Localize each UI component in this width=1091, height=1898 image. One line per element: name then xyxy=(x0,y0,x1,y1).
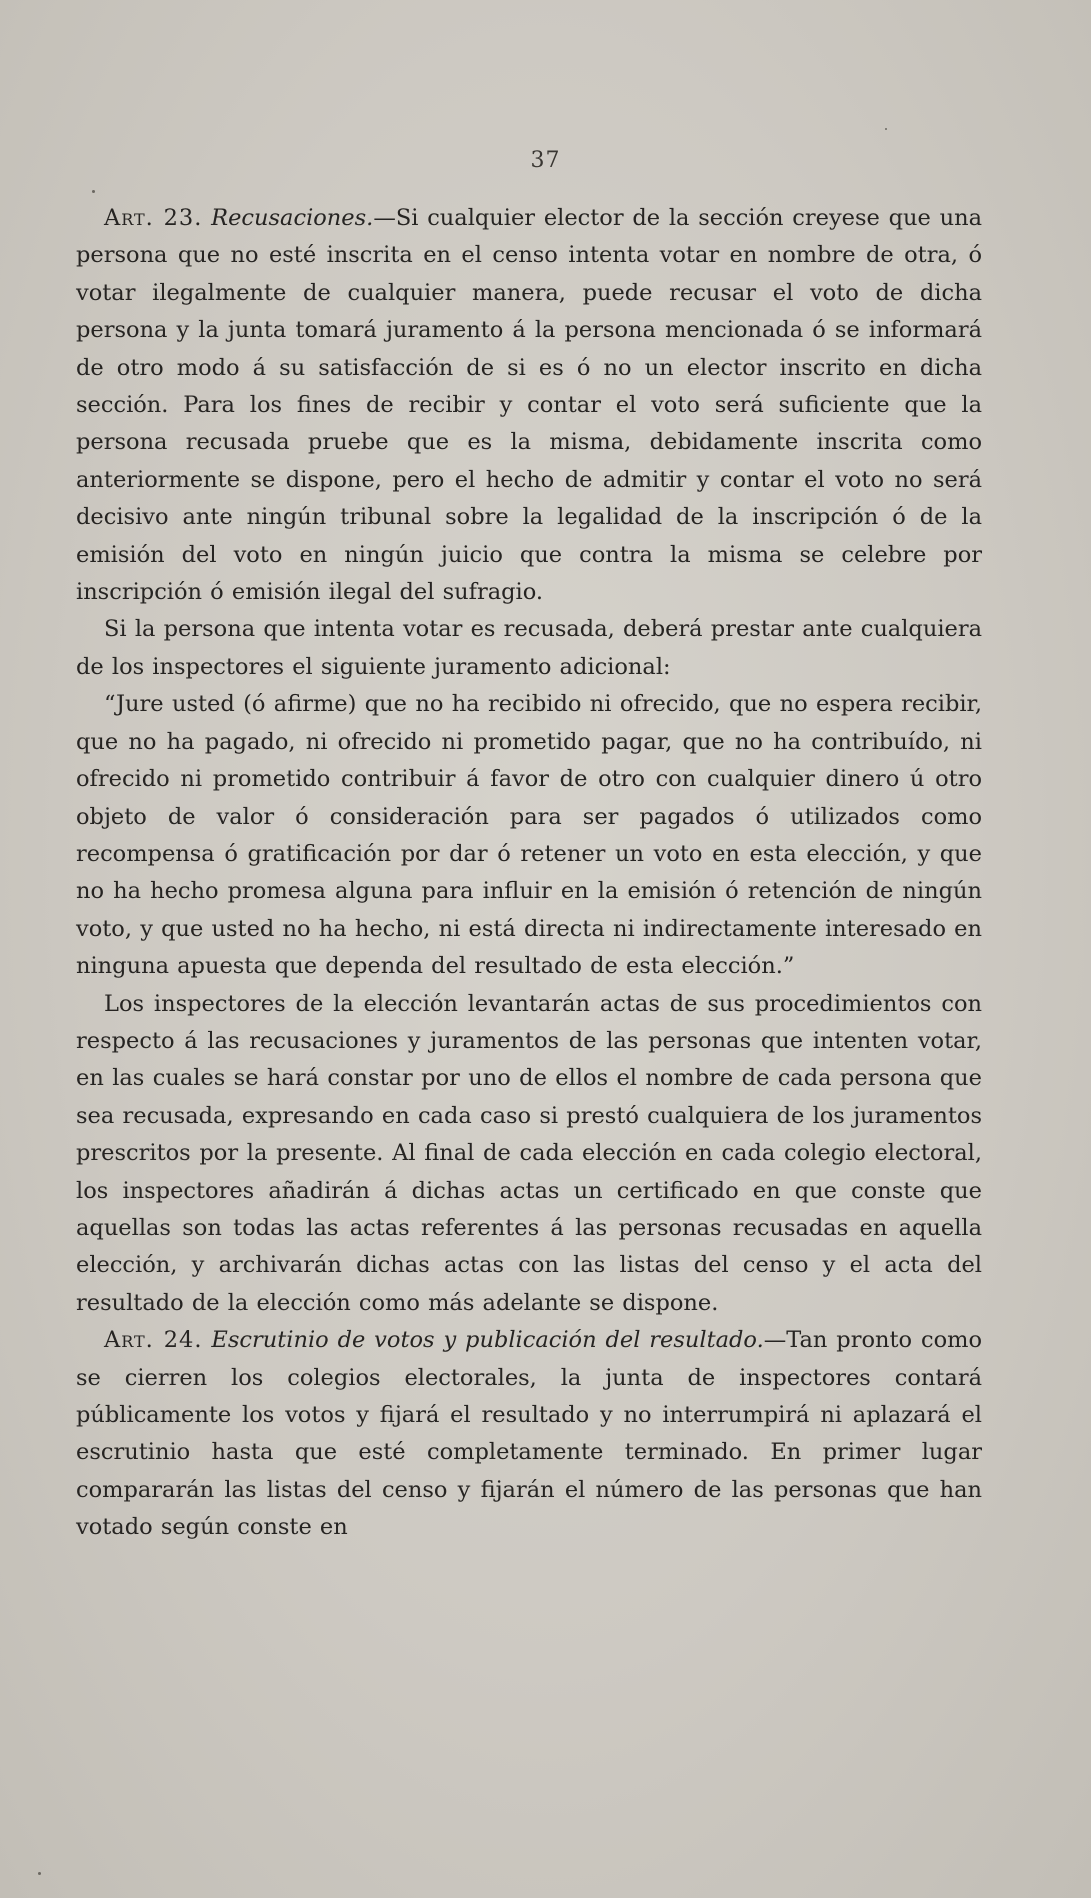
article-24-title: Escrutinio de votos y publicación del resultado. xyxy=(211,1327,764,1354)
article-24-label: Art. 24. xyxy=(104,1327,203,1354)
article-24-body: Tan pronto como se cierren los colegios electorales, la junta de inspectores contará públicamente los votos y fijará el resultado y no interrumpirá ni aplazará el escrutinio hasta que esté completamente terminado. En primer lugar compararán las listas del censo y fijarán el número de las personas que han votado según conste en xyxy=(76,1327,982,1541)
article-23-title: Recusaciones. xyxy=(211,205,374,231)
article-23-label: Art. 23. xyxy=(104,205,203,231)
article-24-dash: — xyxy=(763,1327,787,1354)
article-23-dash: — xyxy=(373,205,396,231)
scan-speck xyxy=(92,190,95,193)
scan-speck xyxy=(885,128,887,130)
article-23-paragraph xyxy=(76,200,982,611)
article-23-body: Si cualquier elector de la sección creyese que una persona que no esté inscrita en el censo intenta votar en nombre de otra, ó votar ilegalmente de cualquier manera, puede recusar el voto de dicha persona y la junta tomará juramento á la persona mencionada ó se informará de otro modo á su satisfacción de si es ó no un elector inscrito en dicha sección. Para los fines de recibir y contar el voto será suficiente que la persona recusada pruebe que es la misma, debidamente inscrita como anteriormente se dispone, pero el hecho de admitir y contar el voto no será decisivo ante ningún tribunal sobre la legalidad de la inscripción ó de la emisión del voto en ningún juicio que contra la misma se celebre por inscripción ó emisión ilegal del sufragio. xyxy=(76,205,982,606)
oath-intro-paragraph: Si la persona que intenta votar es recusada, deberá prestar ante cualquiera de los inspectores el siguiente juramento adicional: xyxy=(76,616,982,680)
document-body xyxy=(76,200,982,1547)
scan-speck xyxy=(38,1872,41,1875)
inspectors-paragraph: Los inspectores de la elección levantarán actas de sus procedimientos con respecto á las recusaciones y juramentos de las personas que intenten votar, en las cuales se hará constar por uno de ellos el nombre de cada persona que sea recusada, expresando en cada caso si prestó cualquiera de los juramentos prescritos por la presente. Al final de cada elección en cada colegio electoral, los inspectores añadirán á dichas actas un certificado en que conste que aquellas son todas las actas referentes á las personas recusadas en aquella elección, y archivarán dichas actas con las listas del censo y el acta del resultado de la elección como más adelante se dispone. xyxy=(76,990,982,1316)
page-number: 37 xyxy=(530,148,561,173)
article-24-paragraph xyxy=(76,1322,982,1546)
oath-text-paragraph: “Jure usted (ó afirme) que no ha recibido ni ofrecido, que no espera recibir, que no ha pagado, ni ofrecido ni prometido pagar, que no ha contribuído, ni ofrecido ni prometido contribuir á favor de otro con cualquier dinero ú otro objeto de valor ó consideración para ser pagados ó utilizados como recompensa ó gratificación por dar ó retener un voto en esta elección, y que no ha hecho promesa alguna para influir en la emisión ó retención de ningún voto, y que usted no ha hecho, ni está directa ni indirectamente interesado en ninguna apuesta que dependa del resultado de esta elección.” xyxy=(76,691,982,980)
